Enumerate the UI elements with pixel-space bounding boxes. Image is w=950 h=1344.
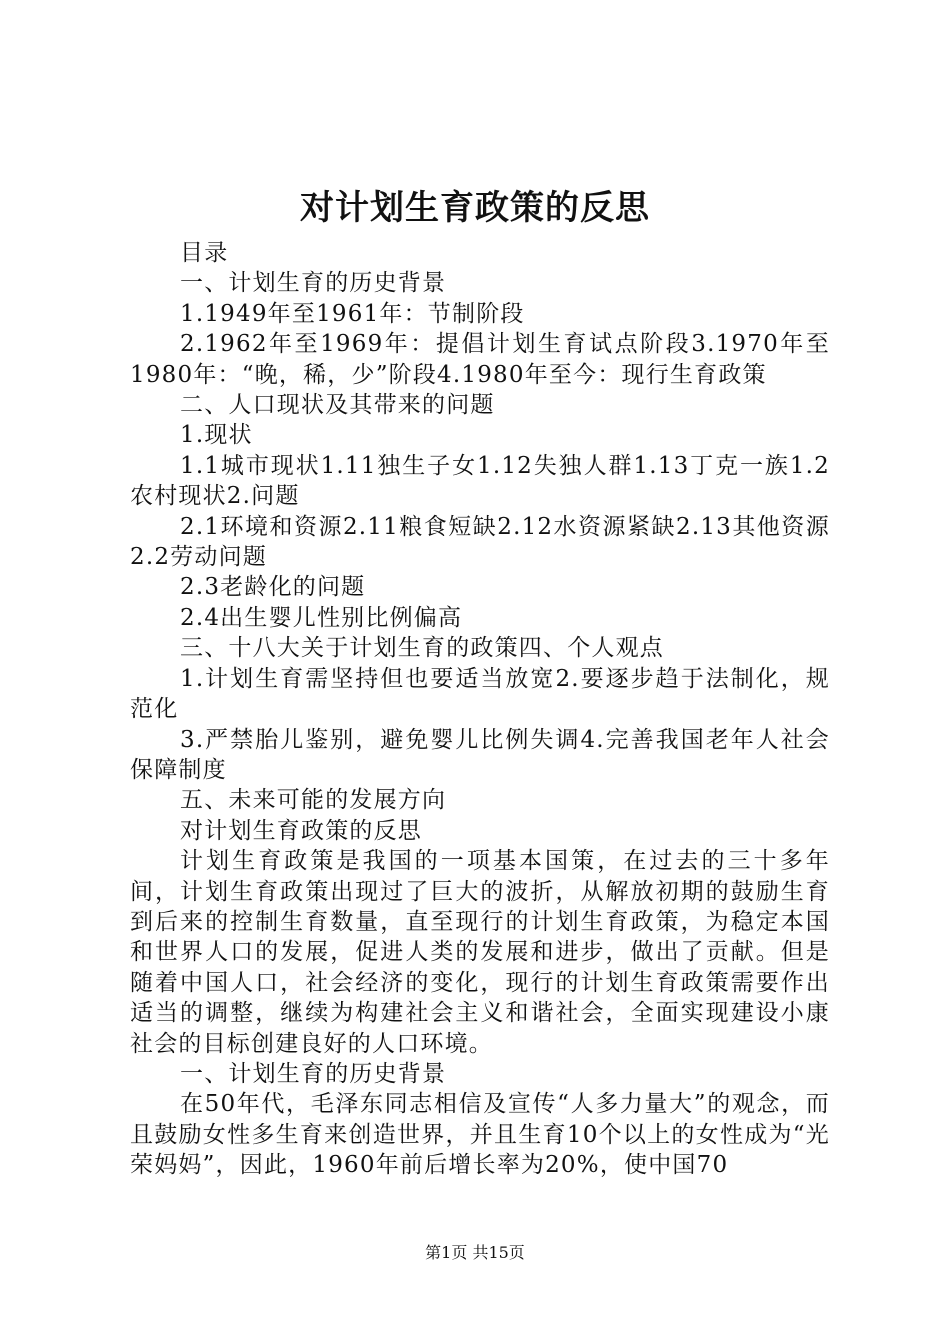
page-footer: 第1页 共15页 (425, 1243, 525, 1262)
toc-item: 3.严禁胎儿鉴别，避免婴儿比例失调4.完善我国老年人社会保障制度 (130, 726, 830, 783)
section-heading: 一、计划生育的历史背景 (180, 1060, 447, 1087)
toc-item: 2.4出生婴儿性别比例偏高 (180, 604, 463, 631)
toc-item: 2.3老龄化的问题 (180, 574, 366, 601)
toc-heading: 目录 (180, 240, 229, 266)
toc-item: 二、人口现状及其带来的问题 (180, 392, 495, 419)
toc-item: 五、未来可能的发展方向 (180, 787, 447, 814)
document-body (130, 238, 830, 1181)
toc-item: 1.1949年至1961年：节制阶段 (180, 300, 525, 327)
toc-item: 1.1城市现状1.11独生子女1.12失独人群1.13丁克一族1.2农村现状2.问题 (130, 452, 830, 510)
toc-item: 1.现状 (180, 422, 253, 449)
toc-item: 1.计划生育需坚持但也要适当放宽2.要逐步趋于法制化，规范化 (130, 665, 830, 723)
toc-item: 一、计划生育的历史背景 (180, 270, 447, 297)
body-paragraph: 在50年代，毛泽东同志相信及宣传“人多力量大”的观念，而且鼓励女性多生育来创造世界，并且生育10个以上的女性成为“光荣妈妈”，因此，1960年前后增长率为20%，使中国70 (130, 1091, 830, 1179)
body-paragraph: 计划生育政策是我国的一项基本国策，在过去的三十多年间，计划生育政策出现过了巨大的波折，从解放初期的鼓励生育到后来的控制生育数量，直至现行的计划生育政策，为稳定本国和世界人口的发展，促进人类的发展和进步，做出了贡献。但是随着中国人口，社会经济的变化，现行的计划生育政策需要作出适当的调整，继续为构建社会主义和谐社会，全面实现建设小康社会的目标创建良好的人口环境。 (130, 848, 830, 1057)
toc-item: 2.1环境和资源2.11粮食短缺2.12水资源紧缺2.13其他资源2.2劳动问题 (130, 513, 830, 571)
toc-item: 2.1962年至1969年：提倡计划生育试点阶段3.1970年至1980年：“晚，稀，少”阶段4.1980年至今：现行生育政策 (130, 331, 830, 388)
toc-item: 三、十八大关于计划生育的政策四、个人观点 (180, 635, 664, 662)
document-title: 对计划生育政策的反思 (300, 188, 650, 228)
section-heading: 对计划生育政策的反思 (180, 817, 422, 844)
